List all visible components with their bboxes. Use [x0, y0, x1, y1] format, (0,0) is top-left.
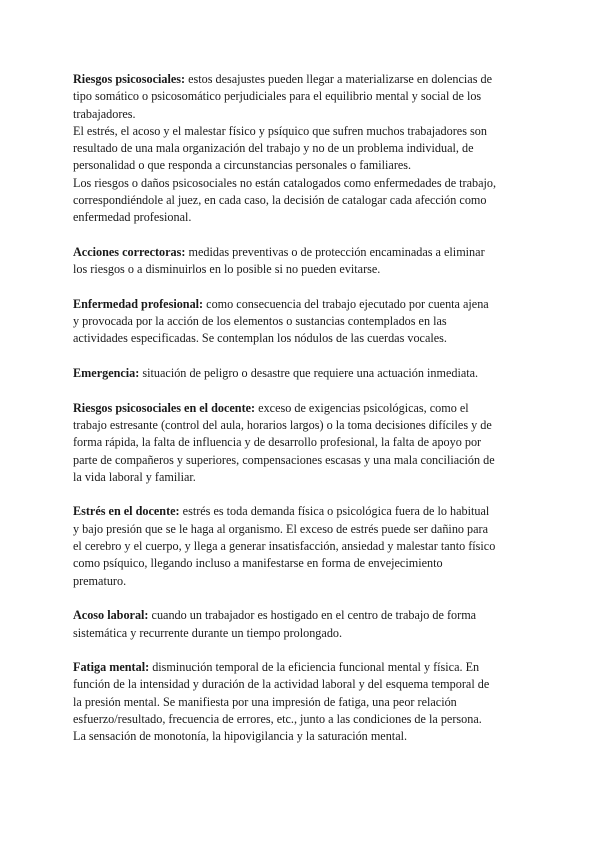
entry-emergencia: [73, 365, 529, 382]
entry-line: personalidad o que responda a circunstancias personales o familiares.: [73, 158, 412, 173]
entry-line: prematuro.: [73, 573, 127, 588]
entry-line: La sensación de monotonía, la hipovigilancia y la saturación mental.: [73, 729, 408, 744]
entry-riesgos-psicosociales: [73, 71, 529, 227]
entry-line: y provocada por la acción de los elementos o sustancias contemplados en las: [73, 314, 447, 329]
entry-term: Acoso laboral:: [73, 608, 149, 623]
entry-line: [73, 503, 529, 520]
entry-text: exceso de exigencias psicológicas, como el: [255, 400, 469, 415]
entry-term: Riesgos psicosociales:: [73, 72, 186, 86]
entry-line: [73, 71, 529, 88]
entry-line: trabajadores.: [73, 106, 136, 121]
entry-line: [73, 400, 529, 417]
entry-line: el cerebro y el cuerpo, y llega a generar insatisfacción, ansiedad y malestar tanto físico: [73, 539, 496, 554]
entry-riesgos-docente: [73, 400, 529, 486]
entry-text: disminución temporal de la eficiencia funcional mental y física. En: [149, 660, 480, 675]
entry-line: actividades especificadas. Se contemplan los nódulos de las cuerdas vocales.: [73, 331, 447, 346]
entry-line: como psíquico, llegando incluso a manifestarse en forma de envejecimiento: [73, 556, 443, 571]
entry-term: Enfermedad profesional:: [73, 296, 204, 311]
entry-acciones-correctoras: [73, 244, 529, 279]
entry-line: función de la intensidad y duración de la actividad laboral y del esquema temporal de: [73, 677, 490, 692]
document-page: [73, 71, 529, 763]
entry-line: la vida laboral y familiar.: [73, 469, 196, 484]
entry-term: Fatiga mental:: [73, 660, 150, 675]
entry-line: [73, 296, 529, 313]
entry-text: como consecuencia del trabajo ejecutado por cuenta ajena: [203, 296, 489, 311]
entry-line: y bajo presión que se le haga al organismo. El exceso de estrés puede ser dañino para: [73, 521, 489, 536]
entry-line: la presión mental. Se manifiesta por una impresión de fatiga, una peor relación: [73, 694, 457, 709]
entry-acoso-laboral: [73, 607, 529, 642]
entry-line: [73, 607, 529, 624]
entry-text: medidas preventivas o de protección encaminadas a eliminar: [185, 244, 485, 259]
entry-line: parte de compañeros y superiores, compensaciones escasas y una mala conciliación de: [73, 452, 495, 467]
entry-line: El estrés, el acoso y el malestar físico y psíquico que sufren muchos trabajadores son: [73, 123, 487, 138]
entry-line: trabajo estresante (control del aula, horarios largos) o la toma decisiones difíciles y de: [73, 417, 492, 432]
entry-term: Riesgos psicosociales en el docente:: [73, 400, 256, 415]
entry-estres-docente: [73, 503, 529, 589]
entry-line: resultado de una mala organización del trabajo y no de un problema individual, de: [73, 141, 474, 156]
entry-text: estos desajustes pueden llegar a materializarse en dolencias de: [185, 72, 492, 86]
entry-line: forma rápida, la falta de influencia y de desarrollo profesional, la falta de apoyo por: [73, 435, 482, 450]
entry-line: sistemática y recurrente durante un tiempo prolongado.: [73, 625, 343, 640]
entry-text: estrés es toda demanda física o psicológica fuera de lo habitual: [179, 504, 490, 519]
entry-line: correspondiéndole al juez, en cada caso, la decisión de catalogar cada afección como: [73, 193, 487, 208]
entry-text: cuando un trabajador es hostigado en el centro de trabajo de forma: [148, 608, 477, 623]
entry-line: [73, 659, 529, 676]
entry-line: [73, 365, 529, 382]
entry-fatiga-mental: [73, 659, 529, 745]
entry-term: Estrés en el docente:: [73, 504, 180, 519]
entry-term: Acciones correctoras:: [73, 244, 186, 259]
entry-term: Emergencia:: [73, 366, 140, 381]
entry-line: Los riesgos o daños psicosociales no están catalogados como enfermedades de trabajo,: [73, 175, 497, 190]
entry-text: situación de peligro o desastre que requiere una actuación inmediata.: [139, 366, 479, 381]
entry-line: [73, 244, 529, 261]
entry-line: esfuerzo/resultado, frecuencia de errores, etc., junto a las condiciones de la persona.: [73, 711, 482, 726]
entry-line: los riesgos o a disminuirlos en lo posible si no pueden evitarse.: [73, 262, 381, 277]
entry-enfermedad-profesional: [73, 296, 529, 348]
entry-line: tipo somático o psicosomático perjudiciales para el equilibrio mental y social de los: [73, 89, 482, 104]
entry-line: enfermedad profesional.: [73, 210, 192, 225]
